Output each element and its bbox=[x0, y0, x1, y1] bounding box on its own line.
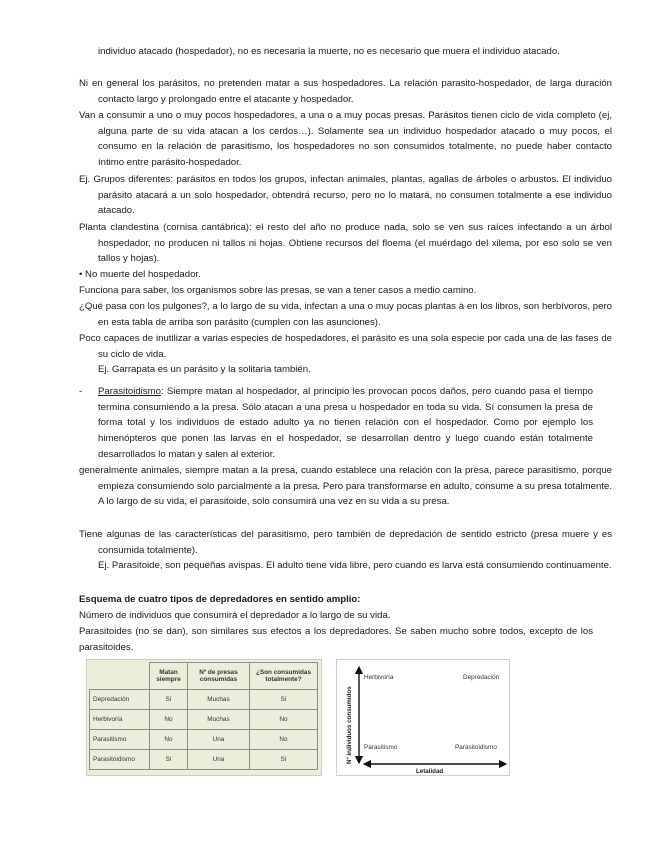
table-cell: Muchas bbox=[188, 690, 250, 710]
row-label: Parasitismo bbox=[90, 730, 150, 750]
row-label: Parasitoidismo bbox=[90, 750, 150, 770]
table-corner bbox=[90, 663, 150, 690]
paragraph: Ej. Parasitoide, son pequeñas avispas. El adulto tiene vida libre, pero cuando es larva está consumiendo continuamente. bbox=[98, 560, 612, 571]
list-dash: - bbox=[79, 386, 83, 397]
paragraph: Van a consumir a uno o muy pocos hospedadores, a una o a muy pocas presas. Parásitos tienen ciclo de vida completo (ej, alguna parte de su vida atacan a los cerdos…). Solamente sea un individuo hospedador atacado o muy pocos, el consumo en la relación de parasitismo, los hospedadores no son consumidos totalmente, no puede haber contacto íntimo entre parásito-hospedador. bbox=[79, 110, 612, 169]
quadrant-bottom-left: Parasitismo bbox=[364, 744, 398, 751]
table-row bbox=[90, 690, 318, 710]
paragraph: Poco capaces de inutilizar a varias especies de hospedadores, el parásito es una sola especie por cada una de las fases de su ciclo de vida. bbox=[79, 333, 612, 360]
table-cell: No bbox=[250, 710, 318, 730]
column-header: Nº de presas consumidas bbox=[188, 663, 250, 690]
table-header-row bbox=[90, 663, 318, 690]
table-cell: Una bbox=[188, 750, 250, 770]
row-label: Herbivoría bbox=[90, 710, 150, 730]
paragraph: Ej. Grupos diferentes: parásitos en todos los grupos, infectan animales, plantas, agallas de árboles o arbustos. El individuo parásito atacará a un solo hospedador, obtendrá recurso, pero no lo matará, no consumen totalmente a ese individuo atacado. bbox=[79, 174, 612, 217]
table-row bbox=[90, 730, 318, 750]
table-cell: No bbox=[150, 730, 188, 750]
paragraph: generalmente animales, siempre matan a la presa, cuando establece una relación con la presa, parece parasitismo, porque empieza consumiendo solo parcialmente a la presa. Pero para transformarse en adulto, consume a su presa totalmente. A lo largo de su vida, el parasitoide, solo consumirá una vez en su vida a su presa. bbox=[79, 465, 612, 508]
row-label: Depredación bbox=[90, 690, 150, 710]
definition-parasitoidismo bbox=[98, 384, 593, 463]
quadrant-bottom-right: Parasitoidismo bbox=[455, 744, 497, 751]
diagram-svg bbox=[337, 660, 511, 777]
table-cell: Sí bbox=[250, 750, 318, 770]
quadrant-top-left: Herbivoría bbox=[364, 674, 394, 681]
table-row bbox=[90, 750, 318, 770]
paragraph: Tiene algunas de las características del parasitismo, pero también de depredación de sentido estricto (presa muere y es consumida totalmente). bbox=[79, 529, 612, 556]
column-header: Matan siempre bbox=[150, 663, 188, 690]
table-cell: No bbox=[150, 710, 188, 730]
definition-text: : Siempre matan al hospedador, al principio les provocan pocos daños, pero cuando pasa el tiempo termina consumiendo a la presa. Sólo atacan a una presa u hospedador en toda su vida. Sí consumen la presa de forma total y los individuos de estado adulto ya no tienen relación con el hospedador. Como por ejemplo los himenópteros que ponen las larvas en el hospedador, se desarrollan dentro y luego cuando están totalmente desarrollados lo matan y salen al exterior. bbox=[98, 386, 593, 460]
table-cell: No bbox=[250, 730, 318, 750]
paragraph: ¿Qué pasa con los pulgones?, a lo largo de su vida, infectan a una o muy pocas plantas à en los libros, son herbívoros, pero en esta tabla de arriba son parásito (cumplen con las asunciones). bbox=[79, 301, 612, 328]
y-axis-label: Nº individuos consumidos bbox=[346, 686, 353, 764]
table-row bbox=[90, 710, 318, 730]
paragraph: Número de individuos que consumirá el depredador a lo largo de su vida. bbox=[79, 610, 391, 621]
paragraph: Planta clandestina (cornisa cantábrica): el resto del año no produce nada, solo se ven sus raíces infectando a un árbol hospedador, no producen ni tallos ni hojas. Obtiene recursos del floema (el muérdago del xilema, por eso solo se ven tallos y hojas). bbox=[79, 222, 612, 265]
paragraph: Ni en general los parásitos, no pretenden matar a sus hospedadores. La relación parasito-hospedador, de larga duración contacto largo y prolongado entre el atacante y hospedador. bbox=[79, 78, 612, 105]
term-parasitoidismo: Parasitoidismo bbox=[98, 386, 161, 397]
paragraph: Parasitoides (no se dan), son similares sus efectos a los depredadores. Se saben mucho sobre todos, excepto de los parasitoides. bbox=[79, 626, 593, 653]
table-cell: Sí bbox=[150, 690, 188, 710]
bullet-item: • No muerte del hospedador. bbox=[79, 269, 201, 280]
predator-types-diagram bbox=[336, 659, 510, 776]
paragraph: individuo atacado (hospedador), no es necesaria la muerte, no es necesario que muera el individuo atacado. bbox=[98, 46, 560, 57]
section-heading: Esquema de cuatro tipos de depredadores en sentido amplio: bbox=[79, 594, 361, 605]
paragraph: Ej. Garrapata es un parásito y la solitaria también. bbox=[98, 364, 311, 375]
x-axis-label: Letalidad bbox=[416, 768, 444, 775]
table-cell: Sí bbox=[150, 750, 188, 770]
quadrant-top-right: Depredación bbox=[463, 674, 500, 681]
column-header: ¿Son consumidas totalmente? bbox=[250, 663, 318, 690]
table-cell: Sí bbox=[250, 690, 318, 710]
table-cell: Una bbox=[188, 730, 250, 750]
paragraph: Funciona para saber, los organismos sobre las presas, se van a tener casos a medio camino. bbox=[79, 285, 477, 296]
table-cell: Muchas bbox=[188, 710, 250, 730]
predator-types-table bbox=[86, 659, 322, 776]
